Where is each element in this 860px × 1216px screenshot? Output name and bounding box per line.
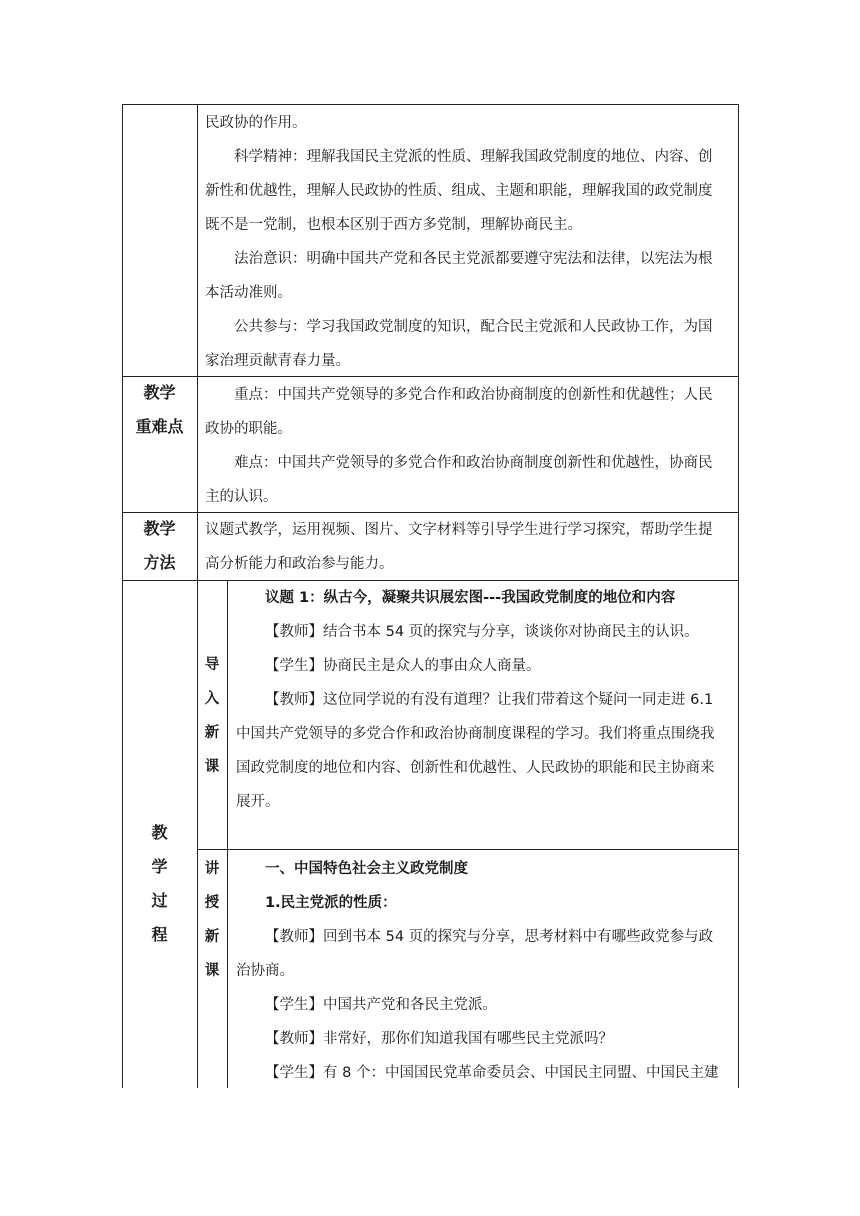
- label-char: 授: [204, 895, 220, 911]
- sublabel-column-divider: [227, 580, 228, 1088]
- paragraph-line: 法治意识：明确中国共产党和各民主党派都要遵守宪法和法律，以宪法为根: [234, 251, 713, 267]
- label-char: 新: [204, 929, 220, 945]
- label-line: 教学: [143, 383, 176, 402]
- paragraph-line: 【教师】结合书本 54 页的探究与分享，谈谈你对协商民主的认识。: [265, 624, 699, 640]
- label-char: 程: [151, 925, 168, 944]
- paragraph-line: 公共参与：学习我国政党制度的知识，配合民主党派和人民政协工作，为国: [234, 319, 713, 335]
- subsection-heading: 1.民主党派的性质：: [265, 895, 397, 911]
- paragraph-line: 【学生】有 8 个：中国国民党革命委员会、中国民主同盟、中国民主建: [265, 1065, 719, 1081]
- label-char: 新: [204, 725, 220, 741]
- paragraph-line: 科学精神：理解我国民主党派的性质、理解我国政党制度的地位、内容、创: [234, 149, 713, 165]
- subrow-divider: [197, 849, 739, 850]
- label-char: 讲: [204, 861, 220, 877]
- label-char: 课: [204, 963, 220, 979]
- label-char: 入: [204, 691, 220, 707]
- paragraph-line: 【教师】非常好，那你们知道我国有哪些民主党派吗？: [265, 1031, 613, 1047]
- paragraph-line: 重点：中国共产党领导的多党合作和政治协商制度的创新性和优越性；人民: [234, 387, 713, 403]
- label-char: 过: [151, 891, 168, 910]
- paragraph-line: 新性和优越性，理解人民政协的性质、组成、主题和职能，理解我国的政党制度: [205, 183, 713, 199]
- section-heading: 一、中国特色社会主义政党制度: [265, 861, 468, 877]
- paragraph-line: 【学生】协商民主是众人的事由众人商量。: [265, 658, 541, 674]
- label-char: 课: [204, 759, 220, 775]
- paragraph-line: 中国共产党领导的多党合作和政治协商制度课程的学习。我们将重点围绕我: [236, 726, 715, 742]
- paragraph-line: 【学生】中国共产党和各民主党派。: [265, 997, 497, 1013]
- process-label: [122, 816, 197, 952]
- label-line: 教学: [143, 519, 176, 538]
- paragraph-line: 政协的职能。: [205, 421, 292, 437]
- key-points-label: [122, 376, 197, 444]
- intro-heading: 议题 1：纵古今，凝聚共识展宏图---我国政党制度的地位和内容: [265, 590, 676, 606]
- paragraph-line: 民政协的作用。: [205, 115, 307, 131]
- paragraph-line: 【教师】回到书本 54 页的探究与分享，思考材料中有哪些政党参与政: [265, 929, 714, 945]
- paragraph-line: 既不是一党制，也根本区别于西方多党制，理解协商民主。: [205, 217, 582, 233]
- label-char: 学: [151, 857, 168, 876]
- paragraph-line: 主的认识。: [205, 489, 278, 505]
- label-char: 教: [151, 823, 168, 842]
- table-border-top: [122, 104, 739, 105]
- label-line: 重难点: [135, 417, 184, 436]
- paragraph-line: 家治理贡献青春力量。: [205, 353, 350, 369]
- intro-label: [198, 648, 226, 784]
- label-char: 导: [204, 657, 220, 673]
- paragraph-line: 治协商。: [236, 963, 294, 979]
- paragraph-line: 【教师】这位同学说的有没有道理？让我们带着这个疑问一同走进 6.1: [265, 692, 714, 708]
- paragraph-line: 高分析能力和政治参与能力。: [205, 556, 394, 572]
- table-border-right: [738, 104, 739, 1088]
- paragraph-line: 议题式教学，运用视频、图片、文字材料等引导学生进行学习探究，帮助学生提: [205, 522, 713, 538]
- paragraph-line: 展开。: [236, 794, 280, 810]
- paragraph-line: 难点：中国共产党领导的多党合作和政治协商制度创新性和优越性，协商民: [234, 455, 713, 471]
- label-line: 方法: [143, 553, 176, 572]
- lecture-label: [198, 852, 226, 988]
- paragraph-line: 本活动准则。: [205, 285, 292, 301]
- paragraph-line: 国政党制度的地位和内容、创新性和优越性、人民政协的职能和民主协商来: [236, 760, 715, 776]
- methods-label: [122, 512, 197, 580]
